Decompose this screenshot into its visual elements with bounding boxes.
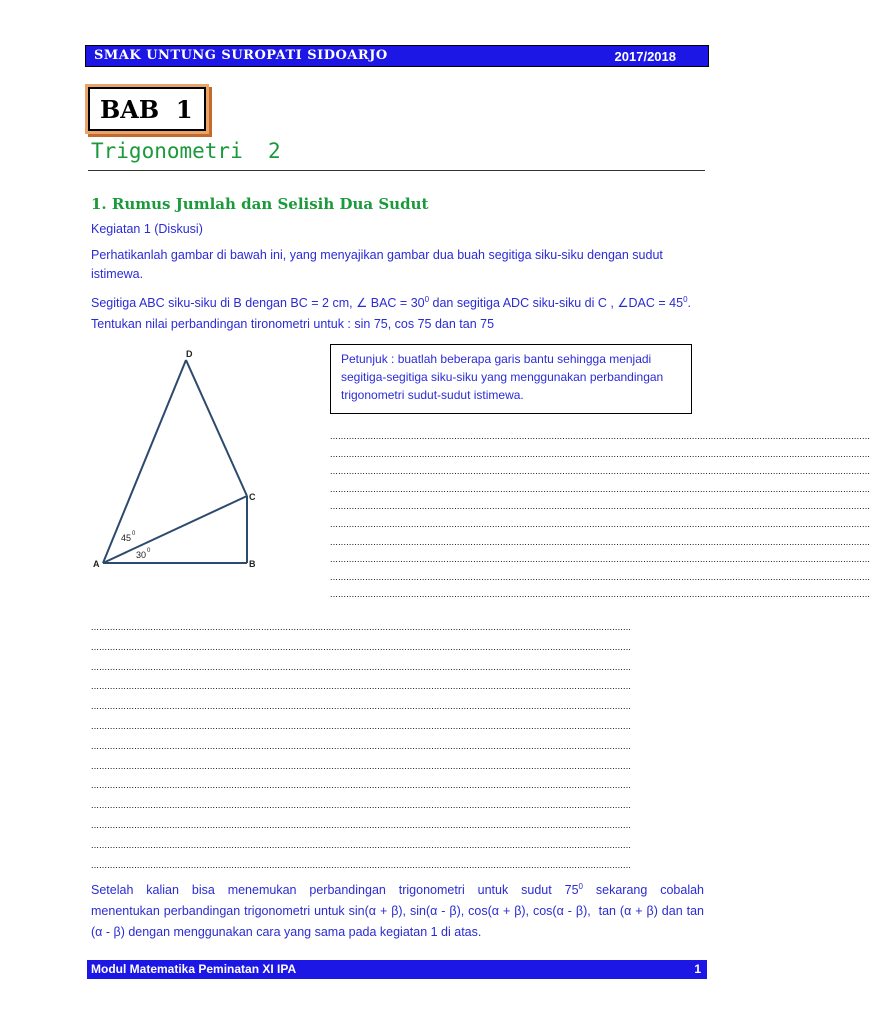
answer-line[interactable]: ........................................................................................................................................................................................................ — [330, 519, 870, 529]
answer-line[interactable]: ........................................................................................................................................................................................................ — [91, 780, 632, 791]
closing-part-1: Setelah kalian bisa menemukan perbandingan trigonometri untuk sudut 75 — [91, 883, 579, 898]
desc-sup-2: 0 — [683, 295, 688, 304]
footer-bar — [87, 960, 707, 979]
angle-30-degree: 0 — [147, 548, 151, 554]
answer-line[interactable]: ........................................................................................................................................................................................................ — [91, 622, 632, 632]
answer-line[interactable]: ........................................................................................................................................................................................................ — [91, 859, 632, 870]
segment-ad — [103, 360, 186, 563]
answer-line[interactable]: ........................................................................................................................................................................................................ — [91, 760, 632, 771]
answer-line[interactable]: ........................................................................................................................................................................................................ — [330, 448, 870, 459]
desc-sup-1: 0 — [424, 295, 430, 304]
title-divider — [88, 170, 705, 171]
section-title: 1. Rumus Jumlah dan Selisih Dua Sudut — [91, 195, 429, 213]
desc-part-3: . — [687, 296, 692, 311]
module-name: Modul Matematika Peminatan XI IPA — [91, 962, 297, 976]
angle-45-label: 45 — [121, 533, 132, 543]
chapter-label-box — [88, 87, 206, 131]
answer-line[interactable]: ........................................................................................................................................................................................................ — [330, 431, 870, 441]
activity-label: Kegiatan 1 (Diskusi) — [91, 222, 203, 236]
activity-task: Tentukan nilai perbandingan tironometri untuk : sin 75, cos 75 dan tan 75 — [91, 317, 495, 331]
closing-sup: 0 — [578, 882, 583, 891]
closing-part-2: sekarang cobalah menentukan perbandingan trigonometri untuk sin(α + β), sin(α - β), cos(α + β), cos(α - β), tan (α + β) dan tan (α - β) dengan menggunakan cara yang sama pada kegiatan 1 di atas. — [91, 883, 708, 940]
answer-line[interactable]: ........................................................................................................................................................................................................ — [330, 554, 870, 565]
triangle-diagram — [90, 345, 270, 575]
answer-line[interactable]: ........................................................................................................................................................................................................ — [91, 839, 632, 850]
desc-part-1: Segitiga ABC siku-siku di B dengan BC = 2 cm, ∠ BAC = 30 — [91, 296, 425, 311]
school-year: 2017/2018 — [614, 49, 676, 64]
school-name: SMAK UNTUNG SUROPATI SIDOARJO — [94, 48, 388, 63]
answer-line[interactable]: ........................................................................................................................................................................................................ — [91, 740, 632, 751]
page-number: 1 — [694, 962, 701, 976]
angle-30-label: 30 — [136, 550, 147, 560]
answer-line[interactable]: ........................................................................................................................................................................................................ — [330, 466, 870, 477]
chapter-label: BAB 1 — [100, 95, 193, 124]
answer-line[interactable]: ........................................................................................................................................................................................................ — [330, 589, 870, 600]
header-bar — [85, 45, 709, 67]
answer-line[interactable]: ........................................................................................................................................................................................................ — [330, 536, 870, 547]
answer-line[interactable]: ........................................................................................................................................................................................................ — [91, 701, 632, 712]
activity-description — [91, 290, 711, 313]
segment-ac — [103, 496, 247, 563]
answer-line[interactable]: ........................................................................................................................................................................................................ — [91, 681, 632, 692]
answer-line[interactable]: ........................................................................................................................................................................................................ — [91, 641, 632, 652]
answer-line[interactable]: ........................................................................................................................................................................................................ — [91, 661, 632, 672]
activity-intro: Perhatikanlah gambar di bawah ini, yang menyajikan gambar dua buah segitiga siku-siku dengan sudut istimewa. — [91, 248, 663, 281]
answer-line[interactable]: ........................................................................................................................................................................................................ — [91, 800, 632, 811]
segment-dc — [186, 360, 247, 496]
answer-line[interactable]: ........................................................................................................................................................................................................ — [91, 820, 632, 830]
answer-line[interactable]: ........................................................................................................................................................................................................ — [91, 721, 632, 731]
angle-45-degree: 0 — [132, 531, 136, 537]
closing-paragraph — [91, 876, 708, 943]
label-c: C — [249, 492, 256, 502]
label-b: B — [249, 559, 256, 569]
answer-line[interactable]: ........................................................................................................................................................................................................ — [330, 571, 870, 582]
desc-part-2: dan segitiga ADC siku-siku di C , ∠DAC = 45 — [429, 296, 684, 311]
hint-box: Petunjuk : buatlah beberapa garis bantu sehingga menjadi segitiga-segitiga siku-siku yang menggunakan perbandingan trigonometri sudut-sudut istimewa. — [330, 344, 692, 414]
answer-line[interactable]: ........................................................................................................................................................................................................ — [330, 483, 870, 494]
label-a: A — [93, 559, 100, 569]
answer-line[interactable]: ........................................................................................................................................................................................................ — [330, 501, 870, 512]
chapter-title: Trigonometri 2 — [91, 139, 281, 163]
label-d: D — [186, 349, 193, 359]
